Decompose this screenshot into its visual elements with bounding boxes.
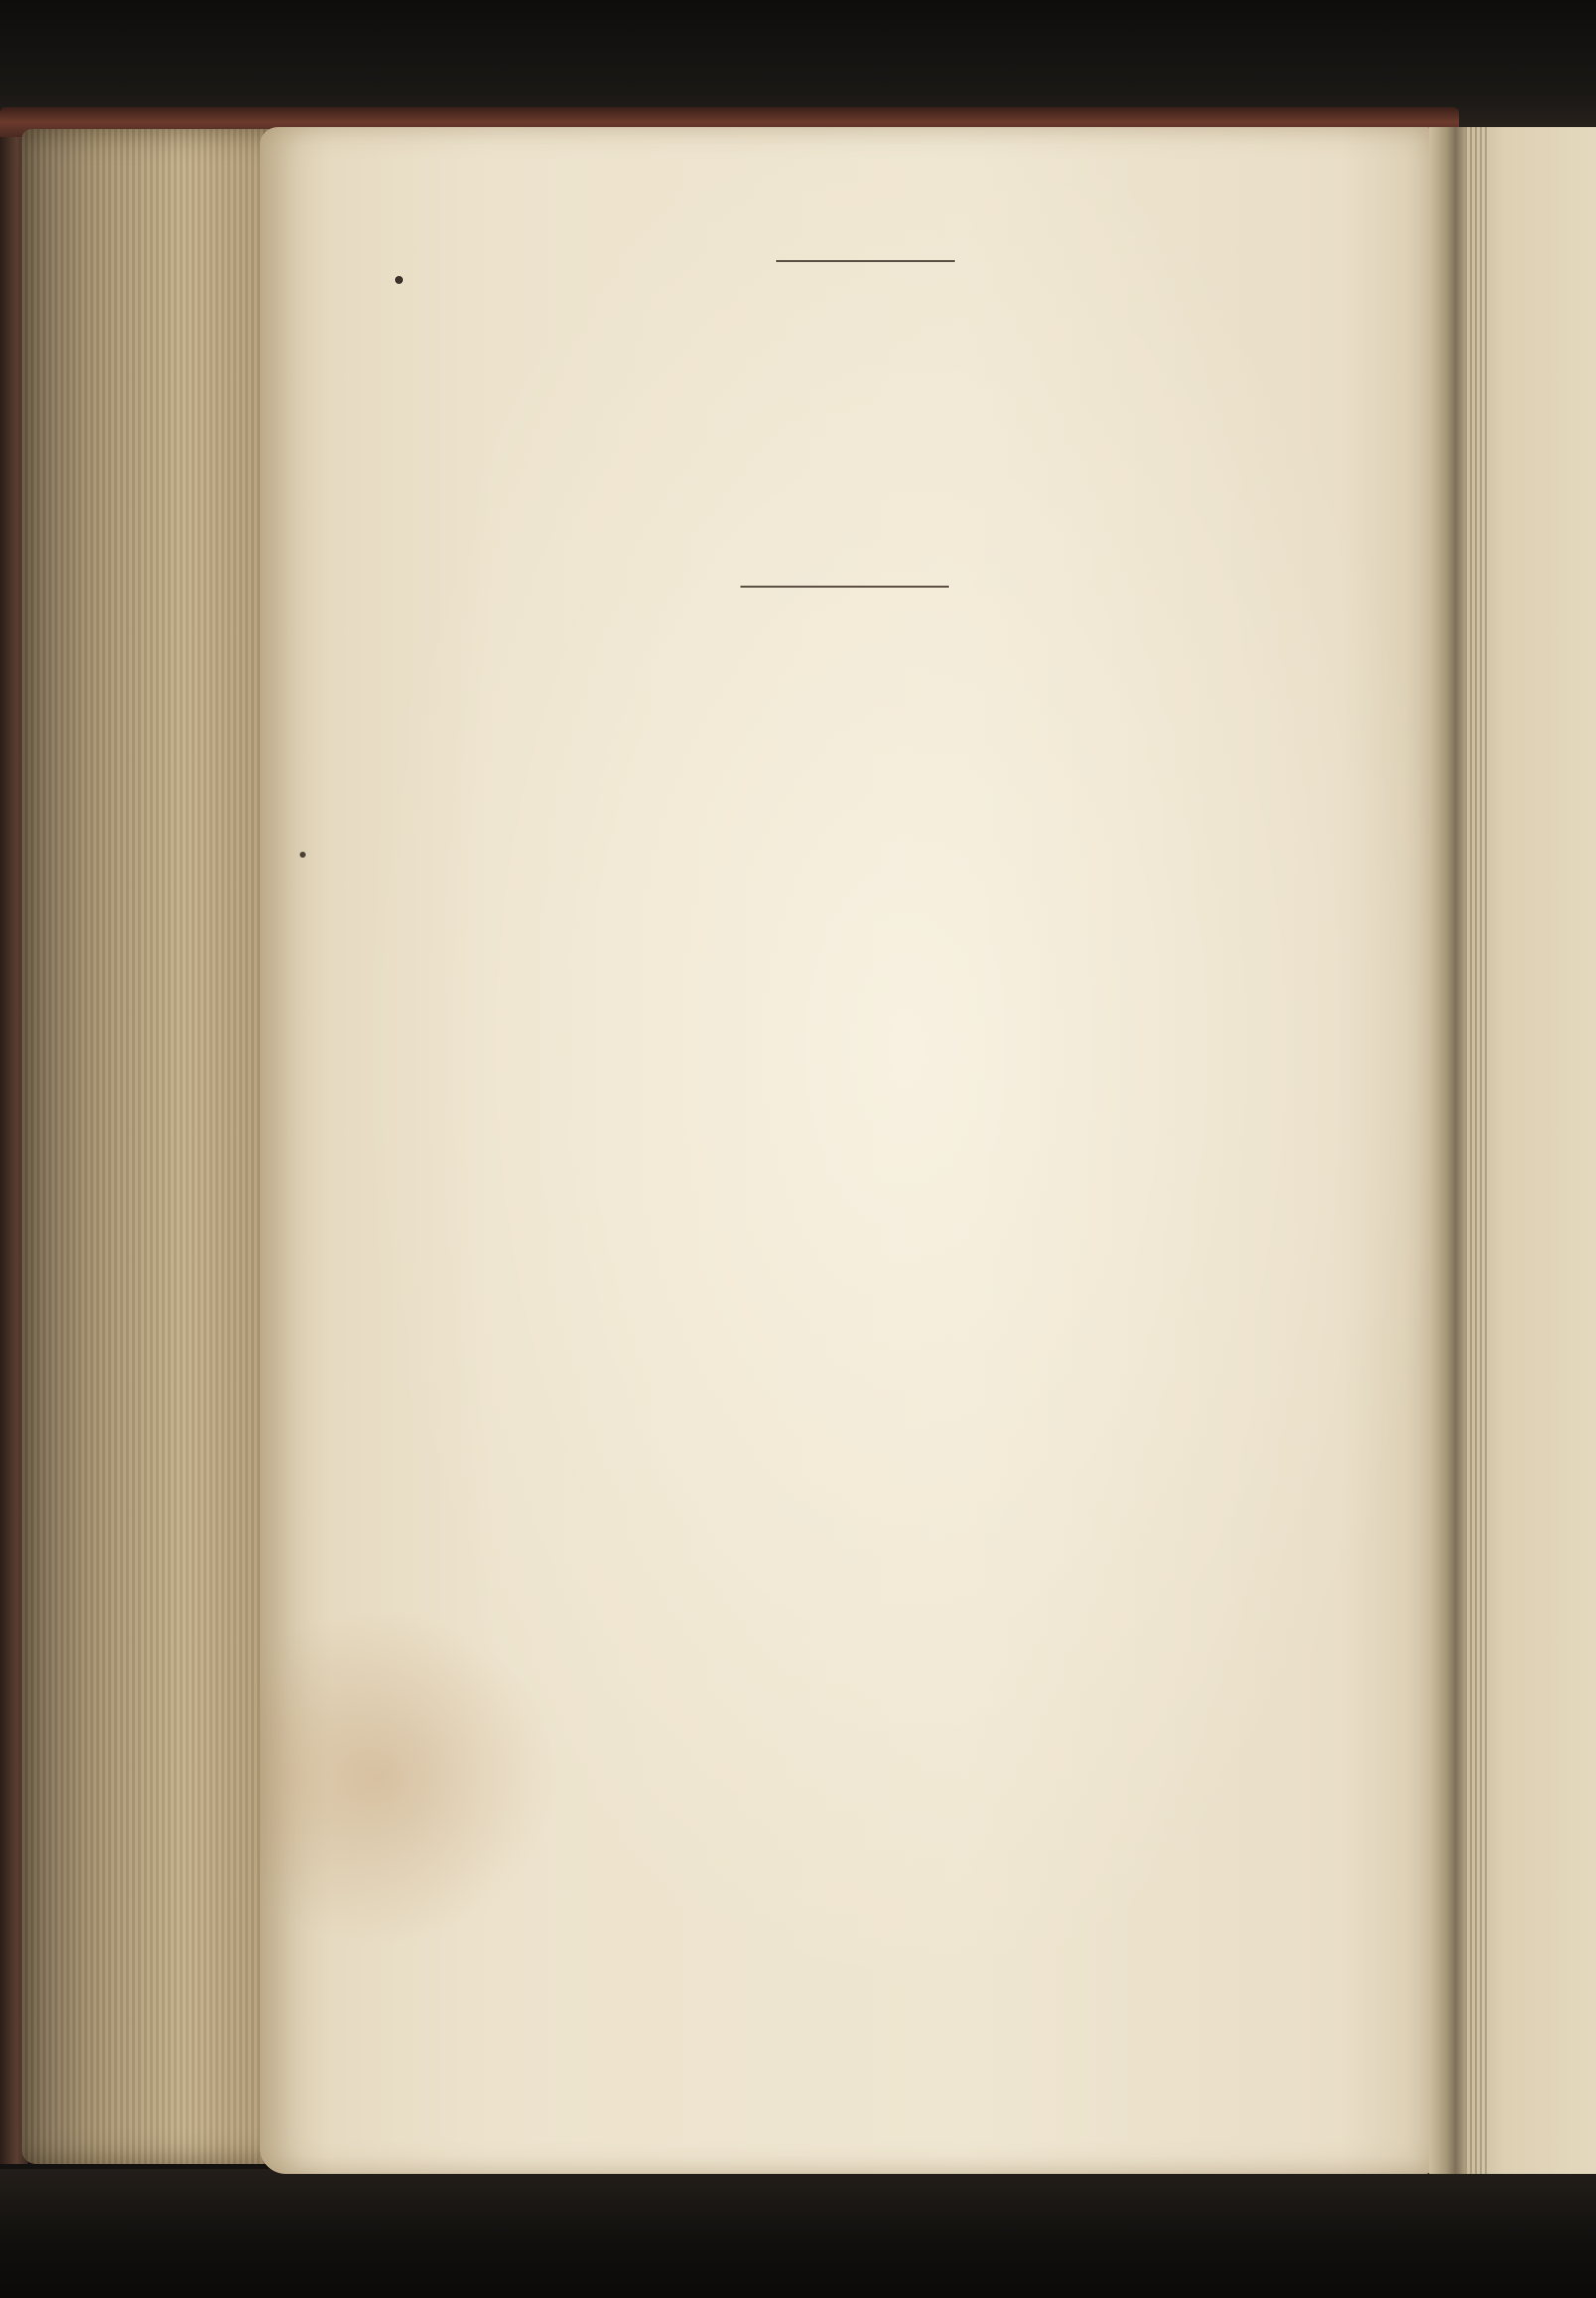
printer-mark <box>395 276 403 284</box>
facing-page <box>1465 127 1596 2174</box>
header-rule <box>776 260 955 262</box>
section-rule <box>740 586 949 588</box>
book-page <box>260 127 1433 2174</box>
book-gutter <box>1429 127 1467 2174</box>
facing-page-edge <box>1465 127 1487 2174</box>
margin-mark <box>300 852 306 858</box>
background-bottom <box>0 2169 1596 2298</box>
